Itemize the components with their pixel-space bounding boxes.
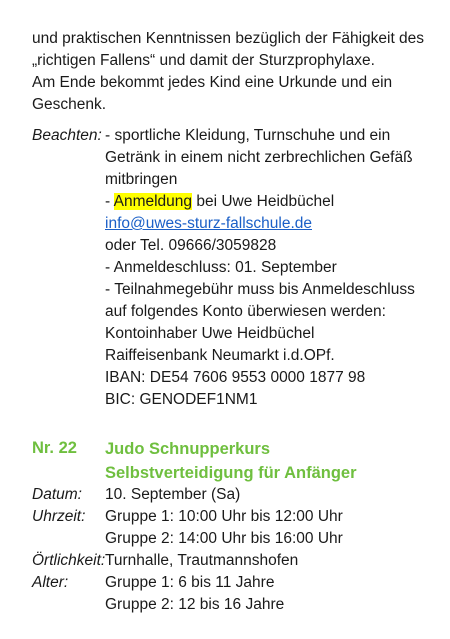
time-label: Uhrzeit: [32,508,86,525]
registration-highlight: Anmeldung [113,193,193,210]
course-number: Nr. 22 [32,439,77,457]
date-label: Datum: [32,486,82,503]
registration-contact: bei Uwe Heidbüchel [192,193,335,210]
time-value-group2: Gruppe 2: 14:00 Uhr bis 16:00 Uhr [105,530,343,547]
notes-line: Getränk in einem nicht zerbrechlichen Gefäß [105,149,413,166]
notes-dash: - [105,193,114,210]
intro-line: und praktischen Kenntnissen bezüglich der Fähigkeit des [32,30,425,47]
intro-line: „richtigen Fallens“ und damit der Sturzprophylaxe. [32,52,375,69]
email-link[interactable]: info@uwes-sturz-fallschule.de [105,215,312,232]
notes-label: Beachten: [32,127,102,144]
notes-line: Kontoinhaber Uwe Heidbüchel [105,325,315,342]
intro-line: Geschenk. [32,96,107,113]
notes-line: mitbringen [105,171,178,188]
notes-list [105,125,445,411]
notes-line: oder Tel. 09666/3059828 [105,237,277,254]
location-label: Örtlichkeit: [32,552,106,569]
notes-line: BIC: GENODEF1NM1 [105,391,258,408]
course-title-line: Selbstverteidigung für Anfänger [105,464,357,482]
notes-line: auf folgendes Konto überwiesen werden: [105,303,386,320]
time-value-group1: Gruppe 1: 10:00 Uhr bis 12:00 Uhr [105,508,343,525]
notes-line: Raiffeisenbank Neumarkt i.d.OPf. [105,347,335,364]
notes-line: - Anmeldeschluss: 01. September [105,259,337,276]
course-title [105,437,357,485]
course-title-line: Judo Schnupperkurs [105,440,271,458]
intro-line: Am Ende bekommt jedes Kind eine Urkunde und ein [32,74,393,91]
notes-registration-line [105,191,445,213]
age-value-group2: Gruppe 2: 12 bis 16 Jahre [105,596,285,613]
notes-line: - sportliche Kleidung, Turnschuhe und ein [105,127,391,144]
date-value: 10. September (Sa) [105,486,241,503]
intro-paragraph [32,28,442,116]
age-value-group1: Gruppe 1: 6 bis 11 Jahre [105,574,275,591]
age-label: Alter: [32,574,69,591]
location-value: Turnhalle, Trautmannshofen [105,552,299,569]
notes-line: IBAN: DE54 7606 9553 0000 1877 98 [105,369,366,386]
notes-line: - Teilnahmegebühr muss bis Anmeldeschluss [105,281,415,298]
